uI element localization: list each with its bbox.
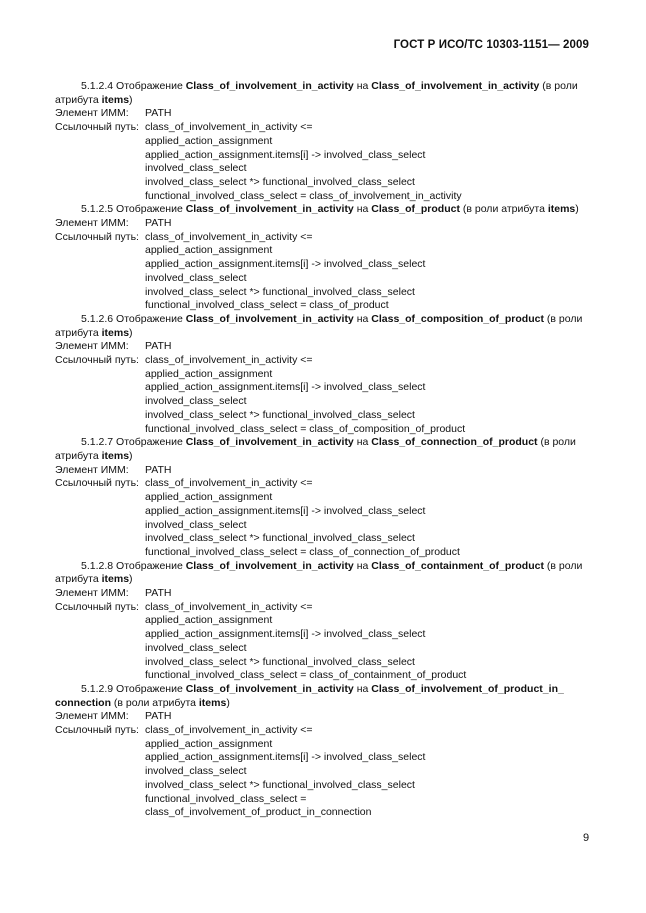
ref-path-label: Ссылочный путь: [55,230,139,243]
ref-path-line: involved_class_select [145,162,247,175]
ref-path-row [55,724,591,738]
heading-text: на [353,436,372,449]
heading-text: на [353,80,372,92]
ref-path-line: class_of_involvement_in_activity <= [145,354,313,367]
element-label: Элемент ИММ: [55,710,129,723]
mapping-section [55,203,591,313]
mapping-section [55,313,591,436]
ref-path-line: applied_action_assignment [145,134,273,147]
ref-path-line: involved_class_select [145,395,247,408]
ref-path-line: applied_action_assignment [145,737,273,750]
ref-path-line: applied_action_assignment.items[i] -> involved_class_select [145,381,426,394]
element-value: PATH [145,340,172,353]
heading-text: 5.1.2.9 Отображение [81,682,186,695]
ref-path-label: Ссылочный путь: [55,354,139,367]
ref-path-row [55,121,591,135]
heading-text: (в роли атрибута [459,203,548,216]
heading-text: ) [575,203,579,216]
ref-path-line: class_of_involvement_in_activity <= [145,230,313,243]
section-heading [55,203,591,217]
heading-term: Class_of_product [371,203,460,216]
ref-path-row [55,354,591,368]
heading-term: items [101,326,130,339]
ref-path-line: functional_involved_class_select = class_of_containment_of_product [145,669,467,682]
heading-text: на [353,203,372,216]
heading-text: ) [129,573,133,586]
ref-path-line: applied_action_assignment.items[i] -> involved_class_select [145,258,426,271]
heading-term: Class_of_involvement_in_activity [185,436,354,449]
ref-path-line: applied_action_assignment.items[i] -> involved_class_select [145,751,426,764]
ref-path-line: class_of_involvement_of_product_in_connection [145,806,372,819]
heading-term: Class_of_involvement_in_activity [185,559,354,572]
heading-term: items [101,449,130,462]
heading-term: Class_of_involvement_in_activity [185,682,354,695]
heading-text: (в роли атрибута [55,80,578,106]
ref-path-line: applied_action_assignment [145,491,273,504]
element-row [55,587,591,601]
heading-text: 5.1.2.5 Отображение [81,203,186,216]
ref-path-line: involved_class_select [145,641,247,654]
section-heading [55,436,591,463]
mapping-section [55,560,591,683]
ref-path-line: class_of_involvement_in_activity <= [145,121,313,134]
ref-path-line: functional_involved_class_select = class_of_composition_of_product [145,422,466,435]
ref-path-line: class_of_involvement_in_activity <= [145,477,313,490]
heading-text: 5.1.2.4 Отображение [81,80,186,92]
ref-path-line: involved_class_select *> functional_involved_class_select [145,175,415,188]
element-value: PATH [145,107,172,120]
ref-path-line: applied_action_assignment.items[i] -> involved_class_select [145,628,426,641]
ref-path-line: class_of_involvement_in_activity <= [145,724,313,737]
heading-term: Class_of_involvement_in_activity [185,312,354,325]
element-label: Элемент ИММ: [55,587,129,600]
ref-path-row [55,477,591,491]
section-heading [55,80,591,107]
heading-term: Class_of_involvement_of_product_in_ connection [55,682,564,709]
ref-path-label: Ссылочный путь: [55,600,139,613]
section-heading [55,313,591,340]
mapping-section [55,436,591,559]
ref-path-line: applied_action_assignment [145,244,273,257]
element-label: Элемент ИММ: [55,463,129,476]
ref-path-line: involved_class_select [145,518,247,531]
ref-path-label: Ссылочный путь: [55,121,139,134]
element-row [55,107,591,121]
ref-path-line: involved_class_select [145,271,247,284]
heading-term: Class_of_involvement_in_activity [185,80,354,92]
ref-path-label: Ссылочный путь: [55,477,139,490]
heading-text: (в роли атрибута [111,696,199,709]
element-value: PATH [145,463,172,476]
heading-term: Class_of_composition_of_product [371,312,544,325]
ref-path-line: involved_class_select *> functional_involved_class_select [145,532,415,545]
ref-path-line: functional_involved_class_select = class_of_product [145,299,389,312]
page-number: 9 [583,832,590,844]
heading-text: 5.1.2.7 Отображение [81,436,186,449]
heading-term: items [101,93,130,106]
element-value: PATH [145,587,172,600]
heading-text: (в роли атрибута [55,312,583,339]
element-row [55,710,591,724]
heading-text: на [353,312,372,325]
heading-term: items [198,696,227,709]
ref-path-line: applied_action_assignment.items[i] -> involved_class_select [145,148,426,161]
heading-term: Class_of_containment_of_product [371,559,544,572]
heading-text: ) [129,449,133,462]
heading-term: Class_of_involvement_in_activity [185,203,354,216]
ref-path-line: applied_action_assignment.items[i] -> involved_class_select [145,504,426,517]
ref-path-line: involved_class_select *> functional_involved_class_select [145,778,415,791]
section-heading [55,683,591,710]
heading-text: ) [129,326,133,339]
ref-path-line: involved_class_select *> functional_involved_class_select [145,285,415,298]
element-row [55,217,591,231]
document-body [55,80,591,820]
heading-text: (в роли атрибута [55,559,583,586]
mapping-section [55,80,591,203]
mapping-section [55,683,591,820]
heading-text: (в роли атрибута [55,436,576,462]
ref-path-row [55,601,591,615]
ref-path-line: functional_involved_class_select = class_of_connection_of_product [145,545,460,558]
ref-path-line: functional_involved_class_select = class_of_involvement_in_activity [145,189,462,202]
ref-path-line: involved_class_select [145,765,247,778]
heading-text: ) [226,696,230,709]
heading-text: 5.1.2.8 Отображение [81,559,186,572]
ref-path-line: functional_involved_class_select = [145,792,307,805]
heading-text: ) [129,93,133,106]
ref-path-line: applied_action_assignment [145,367,273,380]
ref-path-line: involved_class_select *> functional_involved_class_select [145,655,415,668]
section-heading [55,560,591,587]
element-row [55,464,591,478]
document-header: ГОСТ Р ИСО/ТС 10303-1151— 2009 [393,39,589,51]
element-label: Элемент ИММ: [55,340,129,353]
heading-term: Class_of_connection_of_product [371,436,538,449]
heading-text: на [353,682,372,695]
ref-path-label: Ссылочный путь: [55,724,139,737]
ref-path-line: involved_class_select *> functional_involved_class_select [145,408,415,421]
element-label: Элемент ИММ: [55,107,129,120]
element-label: Элемент ИММ: [55,217,129,230]
heading-term: items [101,573,130,586]
heading-term: Class_of_involvement_in_activity [371,80,540,92]
ref-path-line: applied_action_assignment [145,614,273,627]
heading-term: items [547,203,576,216]
element-value: PATH [145,710,172,723]
ref-path-line: class_of_involvement_in_activity <= [145,600,313,613]
element-row [55,340,591,354]
element-value: PATH [145,217,172,230]
ref-path-row [55,231,591,245]
heading-text: на [353,559,372,572]
heading-text: 5.1.2.6 Отображение [81,312,186,325]
